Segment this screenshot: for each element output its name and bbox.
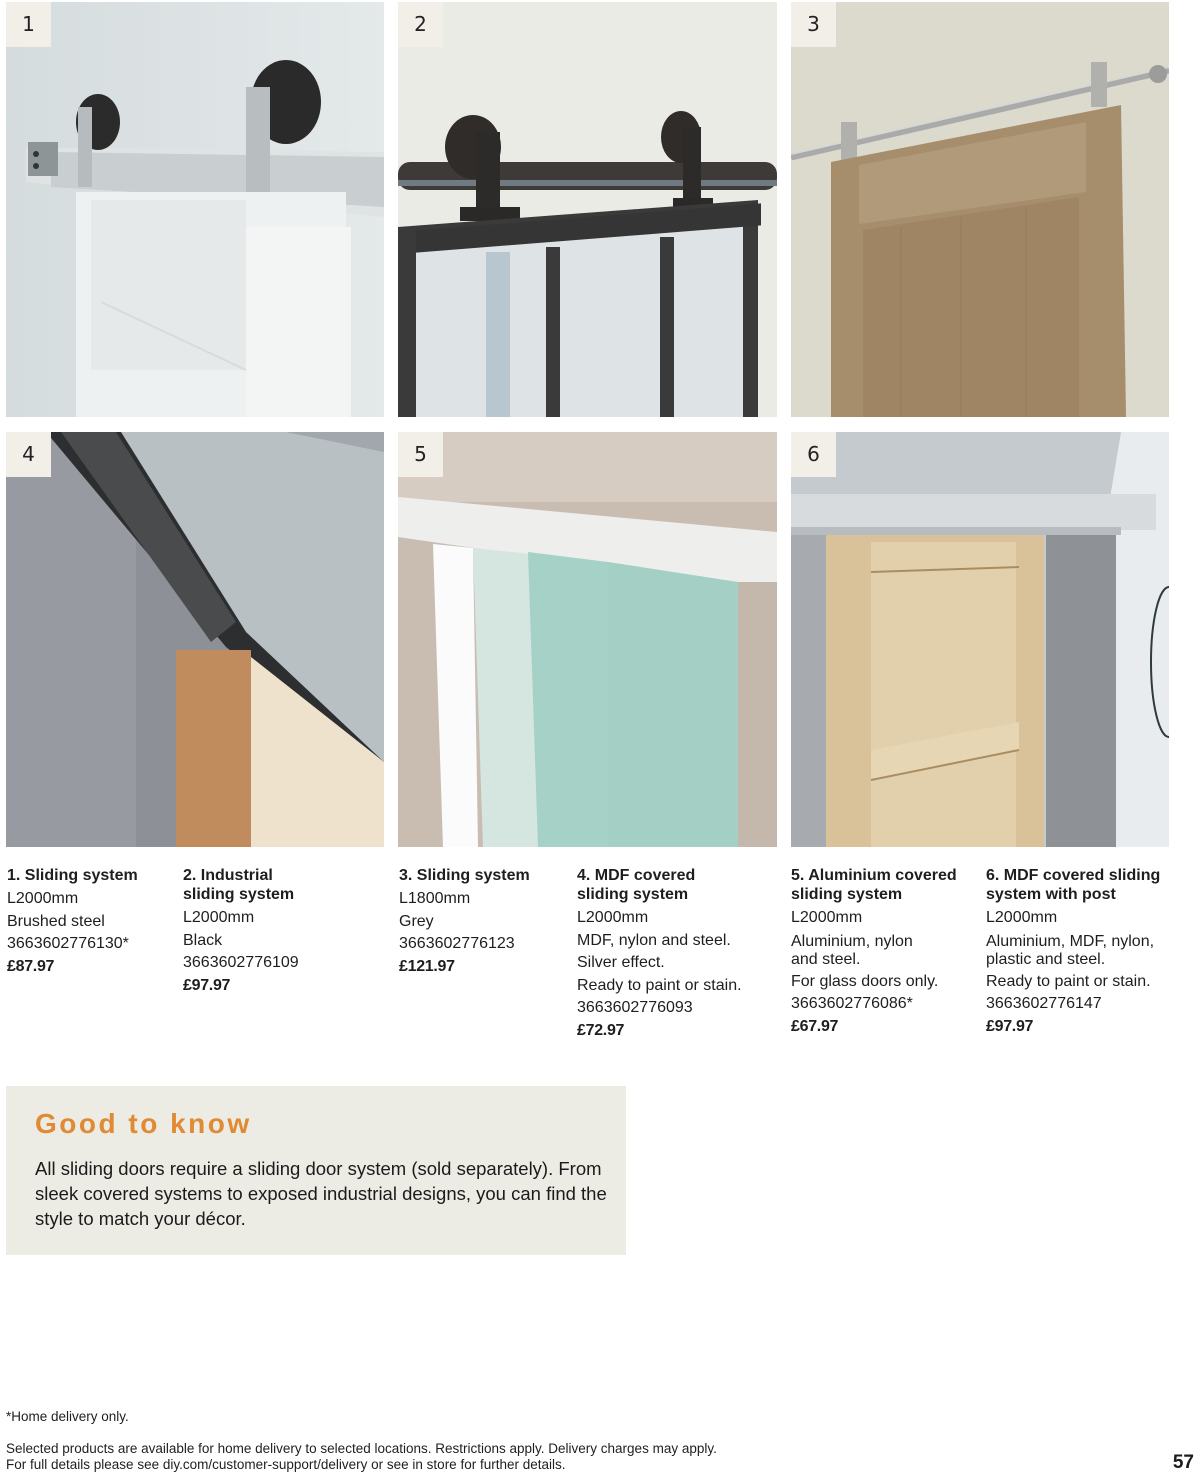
product-material-cont: plastic and steel.: [986, 950, 1106, 968]
product-length: L2000mm: [577, 909, 649, 926]
product-title: 2. Industrial sliding system: [183, 867, 295, 903]
product-length: L2000mm: [7, 890, 79, 907]
product-number-badge: 6: [791, 432, 836, 477]
product-image-4: [6, 432, 384, 847]
product-number-badge: 4: [6, 432, 51, 477]
product-image-3: [791, 2, 1169, 417]
product-image-1: [6, 2, 384, 417]
product-price: £87.97: [7, 957, 55, 975]
product-note: For glass doors only.: [791, 972, 939, 990]
product-code: 3663602776109: [183, 954, 299, 971]
product-finish: Silver effect.: [577, 954, 665, 971]
product-title: 4. MDF covered sliding system: [577, 867, 696, 903]
product-number-badge: 2: [398, 2, 443, 47]
product-description-1: [7, 866, 172, 978]
product-code: 3663602776123: [399, 935, 515, 952]
good-to-know-body: All sliding doors require a sliding door system (sold separately). From sleek covered systems to exposed industrial designs, you can find the style to match your décor.: [35, 1158, 607, 1229]
product-finish: Black: [183, 931, 223, 949]
product-material-cont: and steel.: [791, 950, 861, 968]
delivery-terms-line-2: For full details please see diy.com/customer-support/delivery or see in store for further details.: [6, 1457, 566, 1472]
product-length: L2000mm: [986, 909, 1058, 926]
home-delivery-footnote: *Home delivery only.: [6, 1409, 129, 1424]
mdf-covered-sliding-system-image: [6, 432, 384, 847]
product-number-badge: 5: [398, 432, 443, 477]
product-code: 3663602776147: [986, 995, 1102, 1012]
product-code: 3663602776093: [577, 999, 693, 1016]
product-length: L2000mm: [183, 909, 255, 926]
product-image-6: [791, 432, 1169, 847]
mdf-covered-sliding-system-with-post-image: [791, 432, 1169, 847]
product-title: 6. MDF covered sliding system with post: [986, 867, 1161, 903]
page-number: 57: [1172, 1452, 1194, 1473]
product-image-5: [398, 432, 777, 847]
sliding-system-brushed-steel-image: [6, 2, 384, 417]
product-price: £72.97: [577, 1021, 625, 1039]
industrial-sliding-system-image: [398, 2, 777, 417]
product-description-3: [399, 866, 569, 978]
product-description-5: [791, 866, 981, 1038]
product-note: Ready to paint or stain.: [577, 976, 742, 994]
product-material: Aluminium, MDF, nylon,: [986, 932, 1155, 950]
product-code: 3663602776086*: [791, 995, 913, 1012]
product-finish: Grey: [399, 912, 434, 930]
product-finish: Brushed steel: [7, 912, 105, 930]
product-image-2: [398, 2, 777, 417]
good-to-know-heading: Good to know: [35, 1108, 252, 1139]
product-price: £121.97: [399, 957, 455, 975]
product-number-badge: 1: [6, 2, 51, 47]
product-number-badge: 3: [791, 2, 836, 47]
product-title: 3. Sliding system: [399, 867, 530, 884]
product-material: MDF, nylon and steel.: [577, 931, 731, 949]
product-length: L2000mm: [791, 909, 863, 926]
product-material: Aluminium, nylon: [791, 932, 913, 950]
product-price: £67.97: [791, 1017, 839, 1035]
sliding-system-grey-image: [791, 2, 1169, 417]
product-price: £97.97: [986, 1017, 1034, 1035]
product-note: Ready to paint or stain.: [986, 972, 1151, 990]
product-title: 1. Sliding system: [7, 867, 138, 884]
product-description-2: [183, 866, 383, 997]
delivery-terms-line-1: Selected products are available for home delivery to selected locations. Restrictions apply. Delivery charges may apply.: [6, 1441, 717, 1456]
good-to-know-panel: [6, 1086, 626, 1255]
aluminium-covered-sliding-system-image: [398, 432, 777, 847]
product-description-4: [577, 866, 782, 1042]
product-code: 3663602776130*: [7, 935, 129, 952]
product-description-6: [986, 866, 1196, 1038]
product-length: L1800mm: [399, 890, 471, 907]
product-title: 5. Aluminium covered sliding system: [791, 867, 957, 903]
product-price: £97.97: [183, 976, 231, 994]
